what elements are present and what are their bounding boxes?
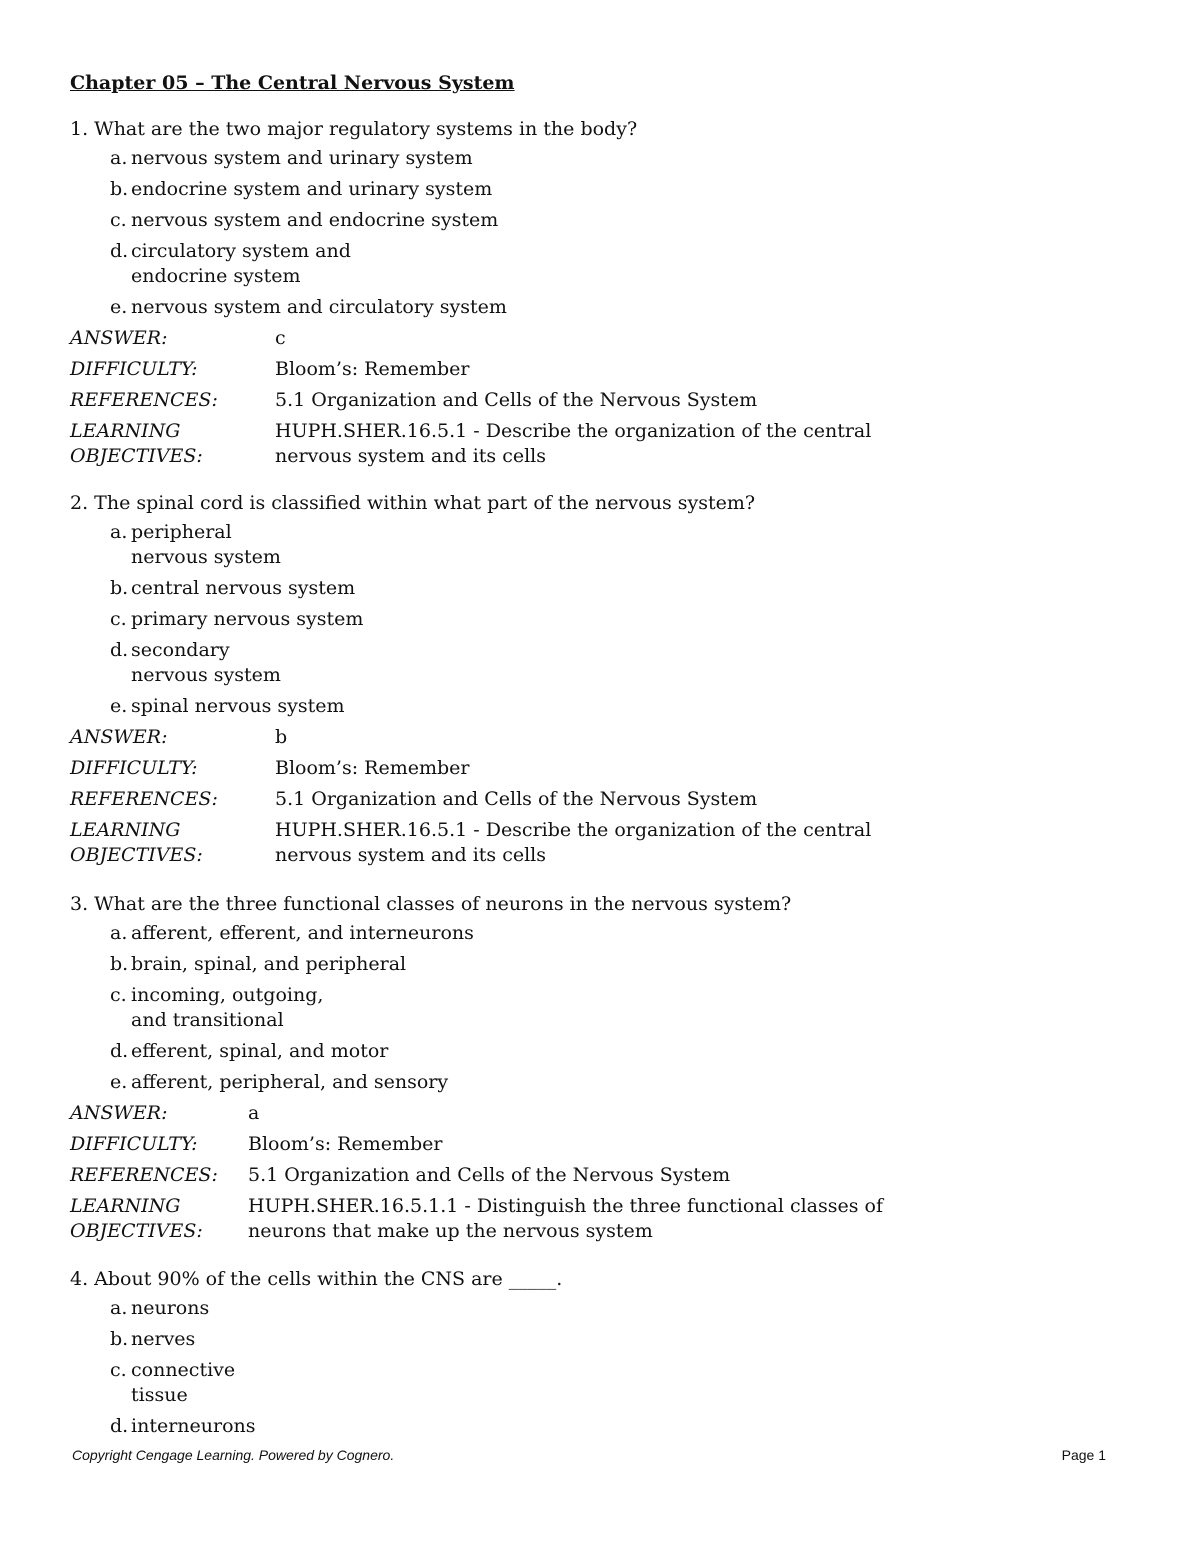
option-letter: c.: [110, 209, 127, 231]
option-text: nervous system and endocrine system: [131, 209, 499, 231]
answer-value: b: [275, 726, 288, 748]
option-letter: a.: [110, 521, 128, 543]
option-text: neurons: [131, 1297, 210, 1319]
learning-objectives-label: LEARNING OBJECTIVES:: [70, 1195, 203, 1242]
option-e: [70, 694, 1130, 719]
difficulty-value: Bloom’s: Remember: [275, 358, 470, 380]
option-letter: e.: [110, 695, 128, 717]
option-letter: c.: [110, 1359, 127, 1381]
option-letter: a.: [110, 1297, 128, 1319]
option-text: interneurons: [131, 1415, 256, 1437]
option-letter: e.: [110, 296, 128, 318]
option-letter: a.: [110, 147, 128, 169]
options-list: [70, 921, 1130, 1095]
option-a: [70, 921, 1130, 946]
learning-objectives-label: LEARNING OBJECTIVES:: [70, 819, 203, 866]
question-metadata: [70, 1101, 1130, 1244]
option-text: spinal nervous system: [131, 695, 345, 717]
option-c: [70, 607, 1130, 632]
question-2: [70, 491, 1130, 874]
options-list: [70, 146, 1130, 320]
question-4: [70, 1267, 1130, 1445]
answer-label: ANSWER:: [70, 327, 168, 349]
references-value: 5.1 Organization and Cells of the Nervous System: [275, 788, 758, 810]
options-list: [70, 520, 1130, 719]
option-letter: b.: [110, 178, 129, 200]
option-text: nervous system and circulatory system: [131, 296, 507, 318]
question-stem: 2. The spinal cord is classified within what part of the nervous system?: [70, 492, 756, 514]
option-letter: c.: [110, 608, 127, 630]
option-text: secondary nervous system: [131, 639, 281, 686]
option-c: [70, 1358, 1130, 1408]
option-letter: b.: [110, 1328, 129, 1350]
answer-label: ANSWER:: [70, 726, 168, 748]
references-label: REFERENCES:: [70, 389, 218, 411]
question-metadata: [70, 725, 1130, 868]
option-d: [70, 239, 1130, 289]
answer-value: c: [275, 327, 286, 349]
option-text: nervous system and urinary system: [131, 147, 473, 169]
difficulty-label: DIFFICULTY:: [70, 1133, 198, 1155]
option-letter: d.: [110, 639, 129, 661]
option-c: [70, 208, 1130, 233]
option-text: efferent, spinal, and motor: [131, 1040, 389, 1062]
references-label: REFERENCES:: [70, 788, 218, 810]
references-value: 5.1 Organization and Cells of the Nervous System: [275, 389, 758, 411]
question-3: [70, 892, 1130, 1250]
option-b: [70, 952, 1130, 977]
learning-objectives-value: HUPH.SHER.16.5.1 - Describe the organization of the central nervous system and its cells: [275, 819, 872, 866]
answer-label: ANSWER:: [70, 1102, 168, 1124]
option-letter: d.: [110, 1415, 129, 1437]
option-c: [70, 983, 1130, 1033]
references-value: 5.1 Organization and Cells of the Nervous System: [248, 1164, 731, 1186]
option-letter: a.: [110, 922, 128, 944]
difficulty-label: DIFFICULTY:: [70, 757, 198, 779]
option-text: central nervous system: [131, 577, 356, 599]
learning-objectives-label: LEARNING OBJECTIVES:: [70, 420, 203, 467]
option-a: [70, 520, 1130, 570]
option-text: afferent, peripheral, and sensory: [131, 1071, 449, 1093]
option-letter: b.: [110, 577, 129, 599]
option-text: nerves: [131, 1328, 196, 1350]
option-text: connective tissue: [131, 1359, 236, 1406]
learning-objectives-value: HUPH.SHER.16.5.1.1 - Distinguish the three functional classes of neurons that make up the nervous system: [248, 1195, 884, 1242]
option-letter: b.: [110, 953, 129, 975]
option-letter: d.: [110, 240, 129, 262]
difficulty-value: Bloom’s: Remember: [275, 757, 470, 779]
difficulty-label: DIFFICULTY:: [70, 358, 198, 380]
option-d: [70, 1414, 1130, 1439]
option-b: [70, 576, 1130, 601]
option-text: brain, spinal, and peripheral: [131, 953, 407, 975]
question-stem: 1. What are the two major regulatory systems in the body?: [70, 118, 638, 140]
option-a: [70, 146, 1130, 171]
option-d: [70, 1039, 1130, 1064]
option-letter: c.: [110, 984, 127, 1006]
options-list: [70, 1296, 1130, 1439]
option-text: incoming, outgoing, and transitional: [131, 984, 324, 1031]
question-1: [70, 117, 1130, 475]
chapter-title: Chapter 05 – The Central Nervous System: [70, 72, 515, 94]
question-stem: 4. About 90% of the cells within the CNS are _____.: [70, 1268, 563, 1290]
option-e: [70, 295, 1130, 320]
option-a: [70, 1296, 1130, 1321]
question-metadata: [70, 326, 1130, 469]
references-label: REFERENCES:: [70, 1164, 218, 1186]
option-b: [70, 1327, 1130, 1352]
difficulty-value: Bloom’s: Remember: [248, 1133, 443, 1155]
answer-value: a: [248, 1102, 260, 1124]
option-b: [70, 177, 1130, 202]
option-d: [70, 638, 1130, 688]
footer-copyright: Copyright Cengage Learning. Powered by Cognero.: [72, 1447, 395, 1463]
option-text: peripheral nervous system: [131, 521, 281, 568]
option-text: circulatory system and endocrine system: [131, 240, 351, 287]
question-stem: 3. What are the three functional classes of neurons in the nervous system?: [70, 893, 792, 915]
option-text: primary nervous system: [131, 608, 364, 630]
learning-objectives-value: HUPH.SHER.16.5.1 - Describe the organization of the central nervous system and its cells: [275, 420, 872, 467]
option-text: afferent, efferent, and interneurons: [131, 922, 474, 944]
footer-page-number: Page 1: [1061, 1447, 1106, 1463]
option-letter: d.: [110, 1040, 129, 1062]
option-e: [70, 1070, 1130, 1095]
option-letter: e.: [110, 1071, 128, 1093]
option-text: endocrine system and urinary system: [131, 178, 493, 200]
